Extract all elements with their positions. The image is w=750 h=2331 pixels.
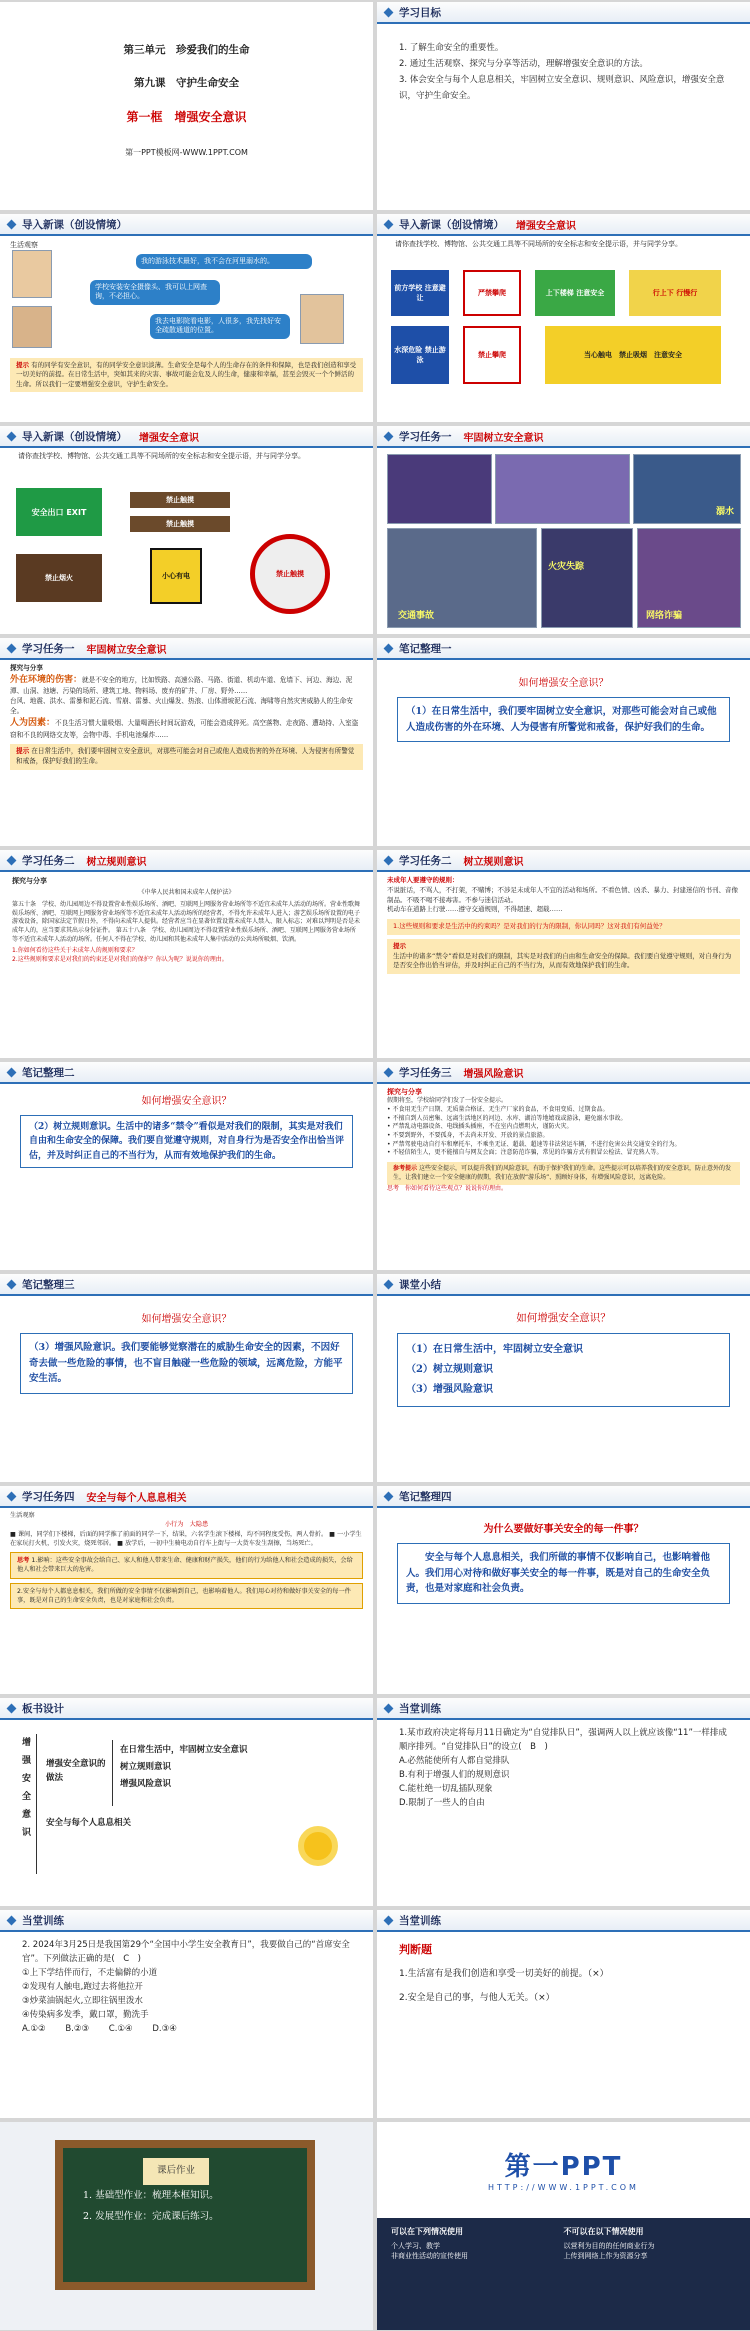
diamond-icon [384,7,394,17]
goal-item: 2. 通过生活观察、探究与分享等活动，理解增强安全意识的方法。 [399,59,648,70]
slide-header: 笔记整理二 [0,1062,373,1084]
photo: 溺水 [633,454,741,524]
section-label: 探究与分享 [12,877,47,885]
slide-goals [377,2,750,210]
slide-header: 导入新课（创设情境） [0,214,373,236]
statement: ②发现有人触电,跑过去将他拉开 [22,1982,143,1993]
slide-exercise-2 [0,1910,373,2118]
photo: 火灾失踪 [541,528,633,628]
rules-text: 不说脏话，不骂人，不打架，不赌博；不涉足未成年人不宜的活动和场所。不看色情、凶杀、暴力、封建迷信的书刊、音像制品。不吸不喝不接毒害。不参与迷信活动。 [387,885,738,904]
slide-task2-law [0,850,373,1058]
diamond-icon [7,1491,17,1501]
section-label: 生活观察 [10,241,38,249]
exit-sign: 安全出口 EXIT [16,488,102,536]
question-title: 如何增强安全意识？ [516,1312,611,1324]
no-climb-sign: 严禁攀爬 [463,270,521,316]
speech-bubble: 学校安装安全摄像头、我可以上网查询，不必担心。 [90,280,220,305]
summary-box [397,1333,730,1407]
story-text: ■ 课间，同学们下楼梯，后面的同学推了前面的同学一下，结果，六名学生滚下楼梯，均不同程度受伤，两人骨折。 ■ 一小学生在家玩打火机，引发火灾，烧死邻居。 ■ 放学后，一初中生骑电动自行车上街与一大货车发生刮擦，当场死亡。 [10,1530,362,1547]
no-swim-sign: 水深危险 禁止游泳 [391,326,449,384]
summary-item: （2）树立规则意识 [406,1364,493,1375]
question-box: 1.这些规则和要求是生活中的约束吗？是对我们的行为的限制，你认同吗？这对我们有何益处？ [387,919,740,935]
option-a[interactable]: A.必然能使所有人都自觉排队 [399,1756,510,1767]
slide-notes-2 [0,1062,373,1270]
slide-header: 学习任务二 树立规则意识 [0,850,373,872]
slide-header: 当堂训练 [0,1910,373,1932]
slide-summary [377,1274,750,1482]
intro-text: 请你查找学校、博物馆、公共交通工具等不同场所的安全标志和安全提示语，并与同学分享。 [395,240,682,248]
board-side-title: 增强安全意识 [22,1738,32,1838]
judgement-item: 2.安全是自己的事，与他人无关。（×） [399,1992,555,2003]
speech-bubble: 我去电影院看电影，人很多，我先找好安全疏散通道的位置。 [150,314,290,339]
option-c[interactable]: C.①④ [108,2024,133,2035]
slide-header: 课堂小结 [377,1274,750,1296]
photo [495,454,630,524]
boy-illustration [12,250,52,298]
slide-header: 学习任务二 树立规则意识 [377,850,750,872]
diamond-icon [7,431,17,441]
walk-slow-sign: 行上下 行慢行 [629,270,721,316]
content-text: 人为因素：不良生活习惯大量吸烟、大量喝酒长时间玩游戏，可能会造成猝死。高空落物、走夜路、遭劫持、入室盗窃和不良的网络交友等，会物中毒、手机电池爆炸…… [10,718,359,739]
tip-item: • 不轻信陌生人，更不能擅自与网友会面；注意防范诈骗，常见的诈骗方式有假冒公检法、冒充熟人等。 [387,1149,663,1157]
law-text: 第五十条 学校、幼儿园周边不得设置营业性娱乐场所、酒吧、互联网上网服务营业场所等不适宜未成年人活动的场所。营业性歌舞娱乐场所、酒吧、互联网上网服务营业场所等不适宜未成年人活动场所的经营者，不得允许未成年人进入；游艺娱乐场所设置的电子游戏设备，除国家法定节假日外，不得向未成年人提供。经营者应当在显著位置设置未成年人禁入、限入标志；对难以判明是否是未成年人的，应当要求其出示身份证件。 第五十八条 学校、幼儿园周边不得设置营业性娱乐场所、酒吧、互联网上网服务营业场所等不适宜未成年人活动的场所。任何人不得在学校、幼儿园和其他未成年人集中活动的公共场所吸烟、饮酒。 [12,900,361,943]
answer-box: （2）树立规则意识。生活中的诸多“禁令”看似是对我们的限制，其实是对我们自由和生命安全的保障。我们要自觉遵守规则，对自身行为是否安全作出恰当评估，并及时纠正自己的不当行为，从而有效地保护我们的生命。 [20,1115,353,1168]
board-bracket [112,1740,114,1806]
frame-title: 第一框 增强安全意识 [126,110,247,124]
question-text: 1.某市政府决定将每月11日确定为“自觉排队日”，强调两人以上就应该像“11”一样排成顺序排列。“自觉排队日”的设立( B ) [399,1728,727,1753]
photo [387,454,492,524]
no-touch-plaque: 禁止触摸 [130,516,230,532]
homework-item: 1. 基础型作业：梳理本框知识。 [83,2190,219,2201]
section-title: 判断题 [399,1943,432,1956]
electric-sign: 小心有电 [150,548,202,604]
hint-box: 提示 在日常生活中，我们要牢固树立安全意识，对那些可能会对自己或他人造成伤害的外在环境、人为侵害有所警觉和戒备，保护好我们的生命。 [10,744,363,770]
slide-notes-1 [377,638,750,846]
brand-logo: 第一PPT [504,2152,623,2182]
board-bracket [36,1734,38,1874]
story-title: 小行为 大隐患 [164,1521,209,1529]
slide-task1-text [0,638,373,846]
board-item: 增强安全意识的做法 [46,1759,106,1783]
slide-intro-observe [0,214,373,422]
slide-exercise-3 [377,1910,750,2118]
lesson-title: 第九课 守护生命安全 [134,77,239,89]
photo: 网络诈骗 [637,528,741,628]
statement: ④传染病多发季，戴口罩，勤洗手 [22,2010,149,2021]
question: 1.你如何看待这些关于未成年人的规则和要求？ [12,947,138,955]
slide-header: 学习目标 [377,2,750,24]
tip-item: • 不要到野外，不要孤身，不去尚未开发、开放的景点旅游。 [387,1131,549,1139]
diamond-icon [384,1067,394,1077]
diamond-icon [7,1279,17,1289]
diamond-icon [7,1067,17,1077]
question-title: 为什么要做好事关安全的每一件事？ [483,1524,644,1535]
think-prompt: 思考 你如何看待这些观点？说说你的理由。 [387,1185,508,1193]
hint-box: 思考 1.影响：这些安全事故会给自己、家人和他人带来生命、健康和财产损失，他们的行为给他人和社会造成的损失，会给他人和社会带来巨大的危害。 [10,1552,363,1579]
slide-header: 笔记整理三 [0,1274,373,1296]
no-climb-sign: 禁止攀爬 [463,326,521,384]
slide-header: 笔记整理一 [377,638,750,660]
slide-footer [377,2122,750,2330]
site-label: 第一PPT模板网-WWW.1PPT.COM [125,148,248,157]
homework-item: 2. 发展型作业：完成课后练习。 [83,2210,219,2222]
diamond-icon [384,431,394,441]
tip-item: • 不食用无生产日期、无质量合格证、无生产厂家的食品，不食用变质、过期食品。 [387,1105,609,1113]
school-sign: 前方学校 注意避让 [391,270,449,316]
statement: ③炒菜油锅起火,立即往锅里泼水 [22,1996,143,2007]
slide-header: 导入新课（创设情境） 增强安全意识 [377,214,750,236]
diamond-icon [7,1703,17,1713]
diamond-icon [384,1491,394,1501]
hint-box: 提示 生活中的诸多“禁令”看似是对我们的限制，其实是对我们的自由和生命安全的保障。我们要自觉遵守规则，对自身行为是否安全作出恰当评估，并及时纠正自己的不当行为，从而有效地保护我们的生命。 [387,939,740,974]
homework-title: 课后作业 [143,2158,209,2185]
slide-header: 学习任务四 安全与每个人息息相关 [0,1486,373,1508]
slide-board [0,1698,373,1906]
answer-box: （3）增强风险意识。我们要能够觉察潜在的威胁生命安全的因素，不因好奇去做一些危险的事情，也不盲目触碰一些危险的领域，远离危险，方能平安生活。 [20,1333,353,1394]
girl-illustration [12,306,52,348]
diamond-icon [384,1279,394,1289]
answer-box: 安全与每个人息息相关，我们所做的事情不仅影响自己，也影响着他人。我们用心对待和做好事关安全的每一件事，既是对自己的生命安全负责，也是对家庭和社会负责。 [397,1543,730,1604]
hint-box: 2.安全与每个人都息息相关，我们所做的安全事情不仅影响到自己，也影响着他人。我们用心对待和做好事关安全的每一件事，既是对自己的生命安全负责，也是对家庭和社会负责。 [10,1583,363,1610]
no-fire-plaque: 禁止烟火 [16,554,102,602]
slide-header: 笔记整理四 [377,1486,750,1508]
tip-item: • 严禁驾驶电动自行车和摩托车，不乘坐无证、超载、超速等非法营运车辆，不进行危害公共交通安全的行为。 [387,1140,681,1148]
slide-intro-signs-2 [0,426,373,634]
diamond-icon [7,855,17,865]
slide-notes-4 [377,1486,750,1694]
photo: 交通事故 [387,528,537,628]
goal-item: 3. 体会安全与每个人息息相关，牢固树立安全意识、规则意识、风险意识，增强安全意识，守护生命安全。 [399,75,725,102]
slide-task4 [0,1486,373,1694]
usage-allowed: 可以在下列情况使用 个人学习、教学 非商业性活动的宣传使用 [391,2227,468,2260]
diamond-icon [384,1703,394,1713]
tip-item: • 严禁乱动电器设备、电线插头插座，不在室内点燃明火，谨防火灾。 [387,1123,573,1131]
diamond-icon [384,855,394,865]
slide-header: 学习任务一 牢固树立安全意识 [0,638,373,660]
intro-text: 请你查找学校、博物馆、公共交通工具等不同场所的安全标志和安全提示语，并与同学分享。 [18,452,305,460]
warning-signs: 当心触电 禁止吸烟 注意安全 [545,326,721,384]
section-label: 探究与分享 [387,1088,422,1096]
question-text: 2. 2024年3月25日是我国第29个“全国中小学生安全教育日”，我要做自己的“首席安全官”。下列做法正确的是( C ) [22,1940,350,1965]
slide-homework [0,2122,373,2330]
slide-task3 [377,1062,750,1270]
option-a[interactable]: A.①② [22,2024,46,2035]
option-d[interactable]: D.③④ [152,2024,177,2035]
slide-header: 当堂训练 [377,1910,750,1932]
option-b[interactable]: B.②③ [65,2024,90,2035]
slide-header: 学习任务三 增强风险意识 [377,1062,750,1084]
section-label: 生活观察 [10,1512,35,1519]
diamond-icon [7,1915,17,1925]
option-d[interactable]: D.限制了一些人的自由 [399,1798,485,1809]
no-touch-plaque: 禁止触摸 [130,492,230,508]
summary-item: （3）增强风险意识 [406,1384,493,1395]
rules-text: 机动车在道路上行驶……遵守交通规则，不得超速、超载…… [387,905,563,914]
usage-forbidden: 不可以在以下情况使用 以营利为目的的任何商业行为 上传到网络上作为资源分享 [563,2227,655,2260]
question: 2.这些规则和要求是对我们的约束还是对我们的保护？你认为呢？说说你的理由。 [12,955,228,963]
intro-text: 假期将至，学校给同学们发了一份安全提示。 [387,1097,508,1105]
usage-panel [377,2218,750,2330]
diamond-icon [384,219,394,229]
slide-exercise-1 [377,1698,750,1906]
slide-header: 导入新课（创设情境） 增强安全意识 [0,426,373,448]
board-item: 安全与每个人息息相关 [46,1818,132,1828]
question-title: 如何增强安全意识？ [141,1096,232,1107]
student-illustration [300,294,344,344]
no-touch-round-sign: 禁止触摸 [250,534,330,614]
slide-title [0,2,373,210]
goal-item: 1. 了解生命安全的重要性。 [399,43,504,53]
summary-item: （1）在日常生活中，牢固树立安全意识 [406,1344,583,1355]
option-b[interactable]: B.有利于增强人们的规则意识 [399,1770,510,1781]
judgement-item: 1.生活富有是我们创造和享受一切美好的前提。（×） [399,1968,609,1979]
slide-notes-3 [0,1274,373,1482]
slide-task2-rules [377,850,750,1058]
rules-title: 未成年人要遵守的规则： [387,876,459,884]
sunflower-icon [298,1826,338,1866]
diamond-icon [384,643,394,653]
slide-header: 学习任务一 牢固树立安全意识 [377,426,750,448]
option-c[interactable]: C.能杜绝一切乱插队现象 [399,1784,493,1795]
diamond-icon [7,643,17,653]
board-branch: 在日常生活中，牢固树立安全意识 树立规则意识 增强风险意识 [120,1745,248,1789]
speech-bubble: 我的游泳技术最好，我不会在河里溺水的。 [136,254,312,269]
hint-box: 提示 有的同学有安全意识，有的同学安全意识淡薄。生命安全是每个人的生命存在的条件和保障，也是我们创造和享受一切美好的前提。在日常生活中，突如其来的灾害、事故可能会危及人的生命，健康和幸福，甚至会毁灭一个个鲜活的生命。所以我们一定要增强安全意识，守护生命安全。 [10,358,363,392]
slide-header: 板书设计 [0,1698,373,1720]
diamond-icon [7,219,17,229]
content-text: 台风、地震、洪水、雷暴和泥石流、雪崩、雷暴、火山爆发、热浪、山体滑坡泥石流、海啸等自然灾害威胁人的生命安全。 [10,697,353,716]
stairs-sign: 上下楼梯 注意安全 [535,270,615,316]
slide-task1-photos [377,426,750,634]
law-title: 《中华人民共和国未成年人保护法》 [138,889,235,897]
hint-box: 参考提示 这些安全提示，可以提升我们的风险意识，有助于保护我们的生命。这些提示可以培养我们的安全意识，防止意外的发生，让我们建立一个安全健康的假期，我们在放假“游乐场”、照顾好身体，有增强风险意识，远离危险。 [387,1162,740,1185]
brand-block [377,2122,750,2192]
question-title: 如何增强安全意识？ [141,1314,232,1325]
answer-box: （1）在日常生活中，我们要牢固树立安全意识，对那些可能会对自己或他人造成伤害的外在环境、人为侵害有所警觉和戒备，保护好我们的生命。 [397,697,730,742]
tip-item: • 不擅自到人员密集、远离生活地区的河边、水库、湖泊等地嬉戏或游泳，避免溺水事故。 [387,1114,627,1122]
brand-url[interactable]: HTTP://WWW.1PPT.COM [488,2183,639,2192]
question-title: 如何增强安全意识？ [518,678,609,689]
diamond-icon [384,1915,394,1925]
chalkboard [55,2140,315,2290]
statement: ①上下学结伴而行，不走偏僻的小道 [22,1968,158,1979]
content-text: 外在环境的伤害：就是不安全的地方，比如铁路、高速公路、马路、街道、机动车道、危墙下、河边、海边、泥潭、山洞、池塘、污染的场所、建筑工地、物料场、废弃的矿井、厂房、野外…… [10,674,353,696]
unit-title: 第三单元 珍爱我们的生命 [123,44,250,56]
slide-intro-signs [377,214,750,422]
choices-row [22,2022,351,2036]
slide-header: 当堂训练 [377,1698,750,1720]
section-label: 探究与分享 [10,664,43,672]
